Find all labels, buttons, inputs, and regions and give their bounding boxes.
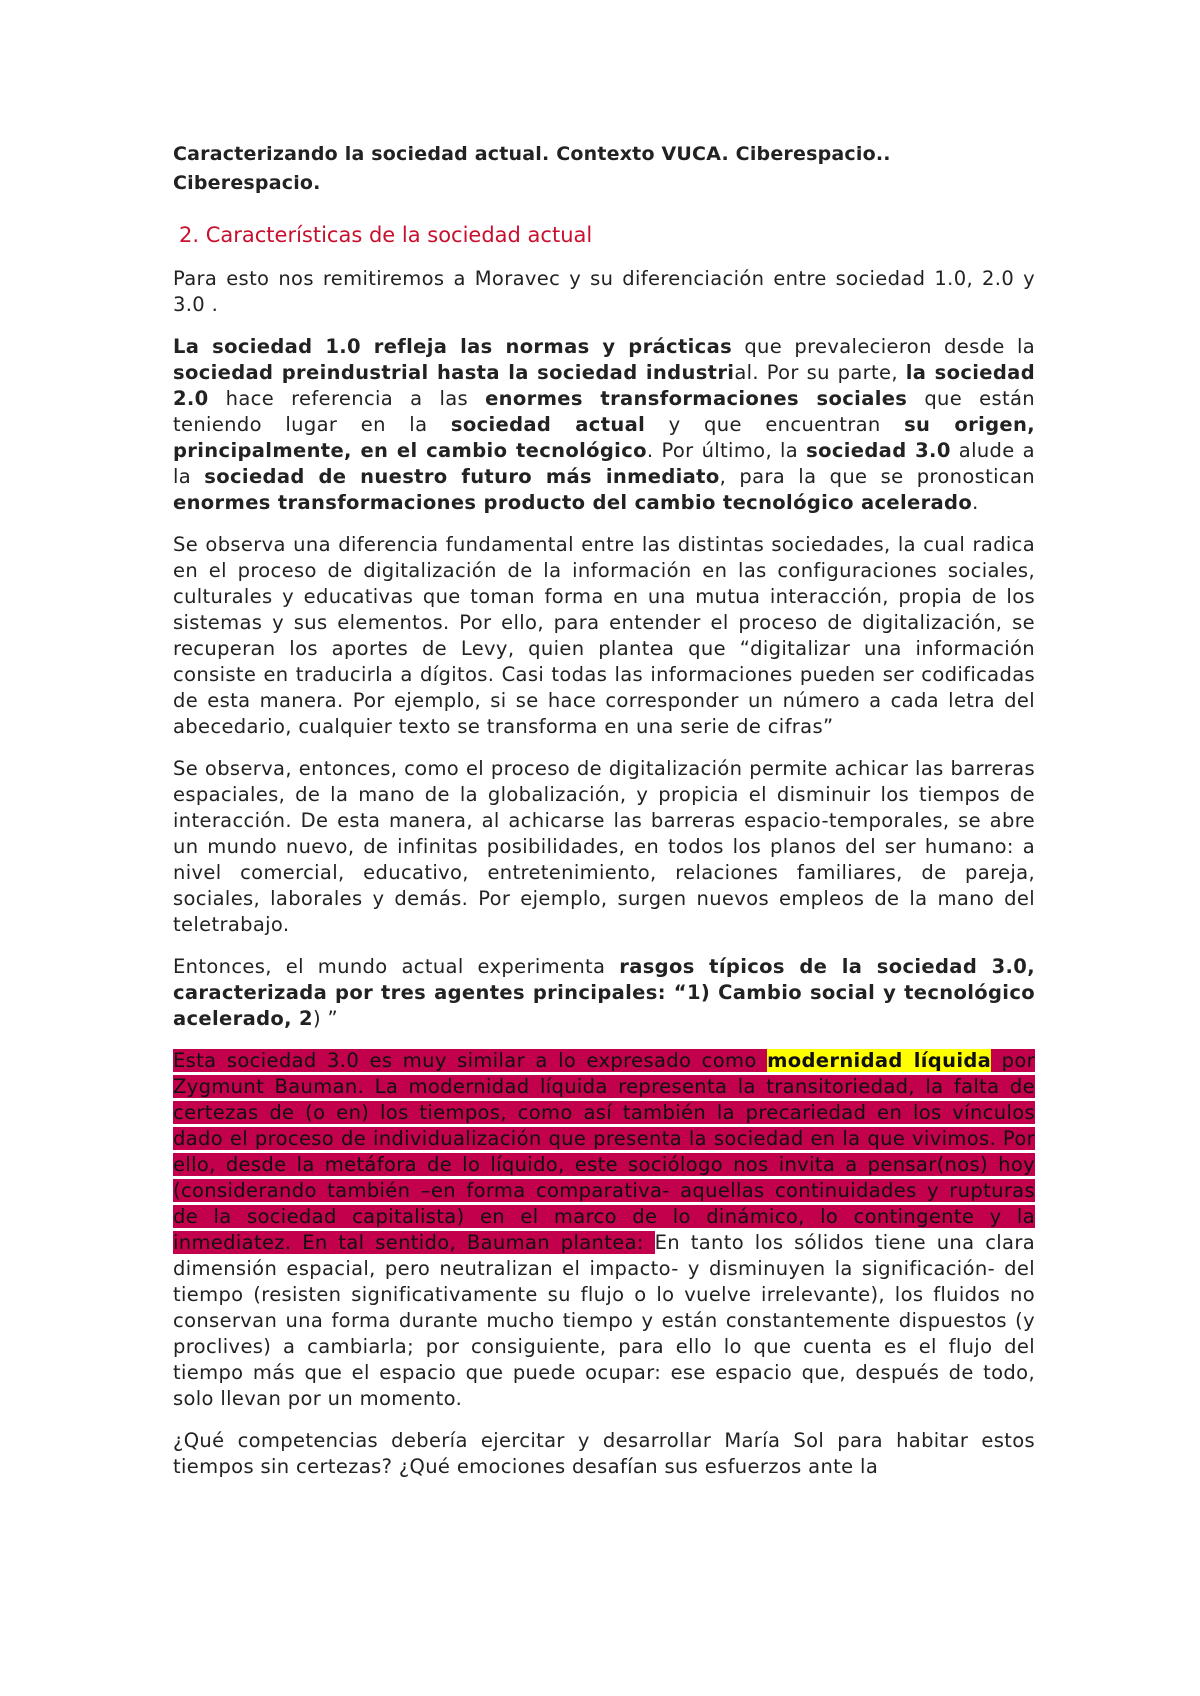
text-run: al. Por su parte,: [734, 361, 906, 384]
paragraph-societies: [173, 334, 1035, 516]
text-bold: sociedad preindustrial hasta la sociedad industri: [173, 361, 735, 384]
section-heading: 2. Características de la sociedad actual: [179, 223, 593, 247]
highlight-red: Esta sociedad 3.0 es muy similar a lo expresado como: [173, 1049, 768, 1072]
text-bold: La sociedad 1.0 refleja las normas y prácticas: [173, 335, 733, 358]
paragraph-questions: ¿Qué competencias debería ejercitar y desarrollar María Sol para habitar estos tiempos sin certezas? ¿Qué emociones desafían sus esfuerzos ante la: [173, 1429, 1035, 1478]
text-run: que están teniendo lugar en la: [173, 387, 1035, 436]
text-bold: enormes transformaciones producto del cambio tecnológico acelerado: [173, 491, 973, 514]
highlight-red: por Zygmunt Bauman. La modernidad líquida representa la transitoriedad, la falta de certezas de (o en) los tiempos, como así también la precariedad en los vínculos dado el proceso de individualización que presenta la sociedad en la que vivimos. Por ello, desde la metáfora de lo líquido, este sociólogo nos invita a pensar(nos) hoy (considerando también –en forma comparativa- aquellas continuidades y rupturas de la sociedad capitalista) en el marco de lo dinámico, lo contingente y la inmediatez. En tal sentido, Bauman plantea:: [173, 1049, 1035, 1254]
text-run: que prevalecieron desde la: [732, 335, 1036, 358]
text-bold: sociedad 3.0: [806, 439, 951, 462]
text-run: alude a la: [173, 439, 1035, 488]
text-run: En tanto los sólidos tiene una clara dimensión espacial, pero neutralizan el impacto- y disminuyen la significación- del tiempo (resisten significativamente su flujo o lo vuelve irrelevante), los fluidos no conservan una forma durante mucho tiempo y están constantemente dispuestos (y proclives) a cambiarla; por consiguiente, para ello lo que cuenta es el flujo del tiempo más que el espacio que puede ocupar: ese espacio que, después de todo, solo llevan por un momento.: [173, 1231, 1036, 1410]
document-page: [173, 140, 1035, 1496]
intro-paragraph: Para esto nos remitiremos a Moravec y su diferenciación entre sociedad 1.0, 2.0 y 3.0 .: [173, 267, 1035, 316]
text-bold: enormes transformaciones sociales: [485, 387, 908, 410]
document-title: Caracterizando la sociedad actual. Contexto VUCA. Ciberespacio.. Ciberespacio.: [173, 143, 891, 194]
text-run: , para la que se pronostican: [719, 465, 1035, 488]
text-bold: sociedad de nuestro futuro más inmediato: [204, 465, 720, 488]
paragraph-bauman: [173, 1048, 1035, 1412]
text-run: ) ”: [312, 1007, 338, 1030]
text-run: Entonces, el mundo actual experimenta: [173, 955, 620, 978]
text-bold: su origen, principalmente, en el cambio tecnológico: [173, 413, 1035, 462]
text-run: hace referencia a las: [208, 387, 486, 410]
paragraph-society-3-0: [173, 954, 1035, 1032]
paragraph-digitalization: Se observa una diferencia fundamental entre las distintas sociedades, la cual radica en el proceso de digitalización de la información en las configuraciones sociales, culturales y educativas que toman forma en una mutua interacción, propia de los sistemas y sus elementos. Por ello, para entender el proceso de digitalización, se recuperan los aportes de Levy, quien plantea que “digitalizar una información consiste en traducirla a dígitos. Casi todas las informaciones pueden ser codificadas de esta manera. Por ejemplo, si se hace corresponder un número a cada letra del abecedario, cualquier texto se transforma en una serie de cifras”: [173, 533, 1035, 738]
paragraph-barriers: Se observa, entonces, como el proceso de digitalización permite achicar las barreras espaciales, de la mano de la globalización, y propicia el disminuir los tiempos de interacción. De esta manera, al achicarse las barreras espacio-temporales, se abre un mundo nuevo, de infinitas posibilidades, en todos los planos del ser humano: a nivel comercial, educativo, entretenimiento, relaciones familiares, de pareja, sociales, laborales y demás. Por ejemplo, surgen nuevos empleos de la mano del teletrabajo.: [173, 757, 1035, 936]
text-bold: la sociedad 2.0: [173, 361, 1035, 410]
highlight-yellow: modernidad líquida: [767, 1049, 992, 1072]
text-run: y que encuentran: [645, 413, 905, 436]
text-run: .: [972, 491, 979, 514]
text-run: . Por último, la: [646, 439, 807, 462]
text-bold: rasgos típicos de la sociedad 3.0, caracterizada por tres agentes principales: “1) Cambio social y tecnológico acelerado, 2: [173, 955, 1035, 1030]
text-bold: sociedad actual: [450, 413, 646, 436]
